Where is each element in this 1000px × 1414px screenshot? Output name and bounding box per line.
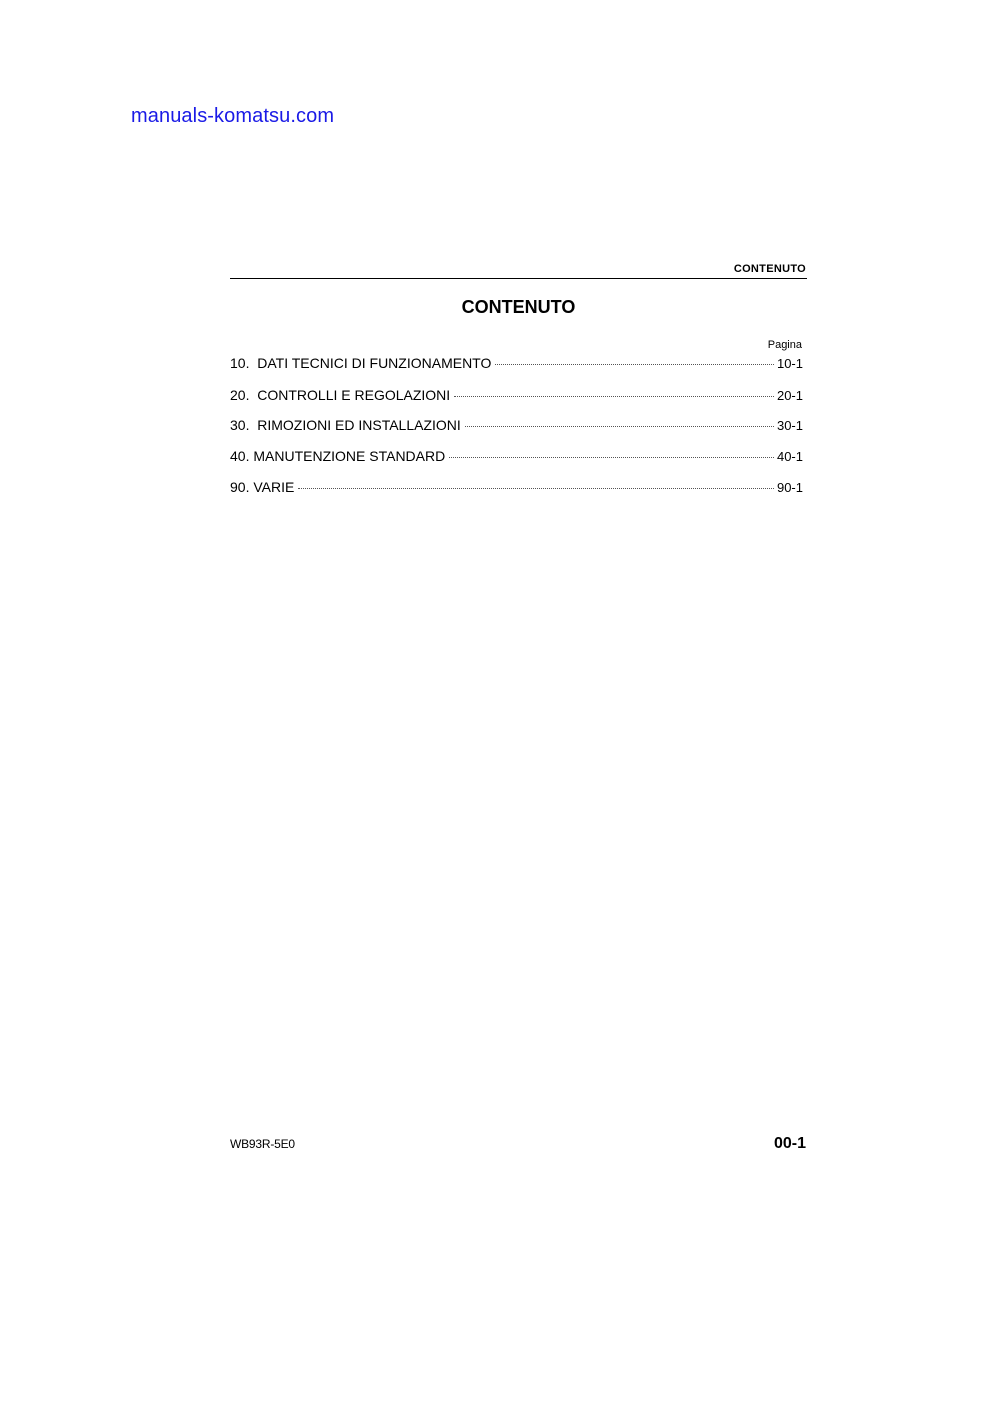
footer-page-number: 00-1: [773, 1135, 806, 1152]
toc-entry-page: 90-1: [776, 480, 803, 495]
toc-entry-title: MANUTENZIONE STANDARD: [253, 448, 446, 464]
toc-entry-page: 30-1: [776, 418, 803, 433]
toc-entry[interactable]: [230, 479, 803, 497]
toc-entry[interactable]: [230, 355, 803, 373]
site-link[interactable]: manuals-komatsu.com: [131, 105, 335, 127]
toc-entry-number: 40.: [230, 448, 254, 464]
toc-entry-number: 30.: [230, 417, 258, 433]
toc-dot-leader: [449, 457, 774, 458]
toc-entry-page: 40-1: [776, 449, 803, 464]
toc-entry-title: VARIE: [253, 479, 295, 495]
toc-entry-page: 10-1: [776, 356, 803, 371]
header-rule: [230, 278, 807, 279]
toc-dot-leader: [465, 426, 774, 427]
toc-entry-number: 90.: [230, 479, 254, 495]
toc-entry-title: CONTROLLI E REGOLAZIONI: [257, 387, 451, 403]
toc-dot-leader: [495, 364, 774, 365]
page-column-label: Pagina: [767, 339, 802, 351]
toc-entry-title: RIMOZIONI ED INSTALLAZIONI: [257, 417, 461, 433]
toc-entry[interactable]: [230, 417, 803, 435]
toc-entry-title: DATI TECNICI DI FUNZIONAMENTO: [257, 355, 492, 371]
toc-entry-page: 20-1: [776, 388, 803, 403]
toc-entry[interactable]: [230, 448, 803, 466]
footer-model: WB93R-5E0: [230, 1137, 295, 1151]
page-title: CONTENUTO: [461, 297, 576, 317]
toc-dot-leader: [454, 396, 774, 397]
toc-entry-number: 20.: [230, 387, 258, 403]
toc-entry[interactable]: [230, 387, 803, 405]
running-header: CONTENUTO: [733, 263, 806, 275]
toc-dot-leader: [298, 488, 774, 489]
toc-entry-number: 10.: [230, 355, 258, 371]
